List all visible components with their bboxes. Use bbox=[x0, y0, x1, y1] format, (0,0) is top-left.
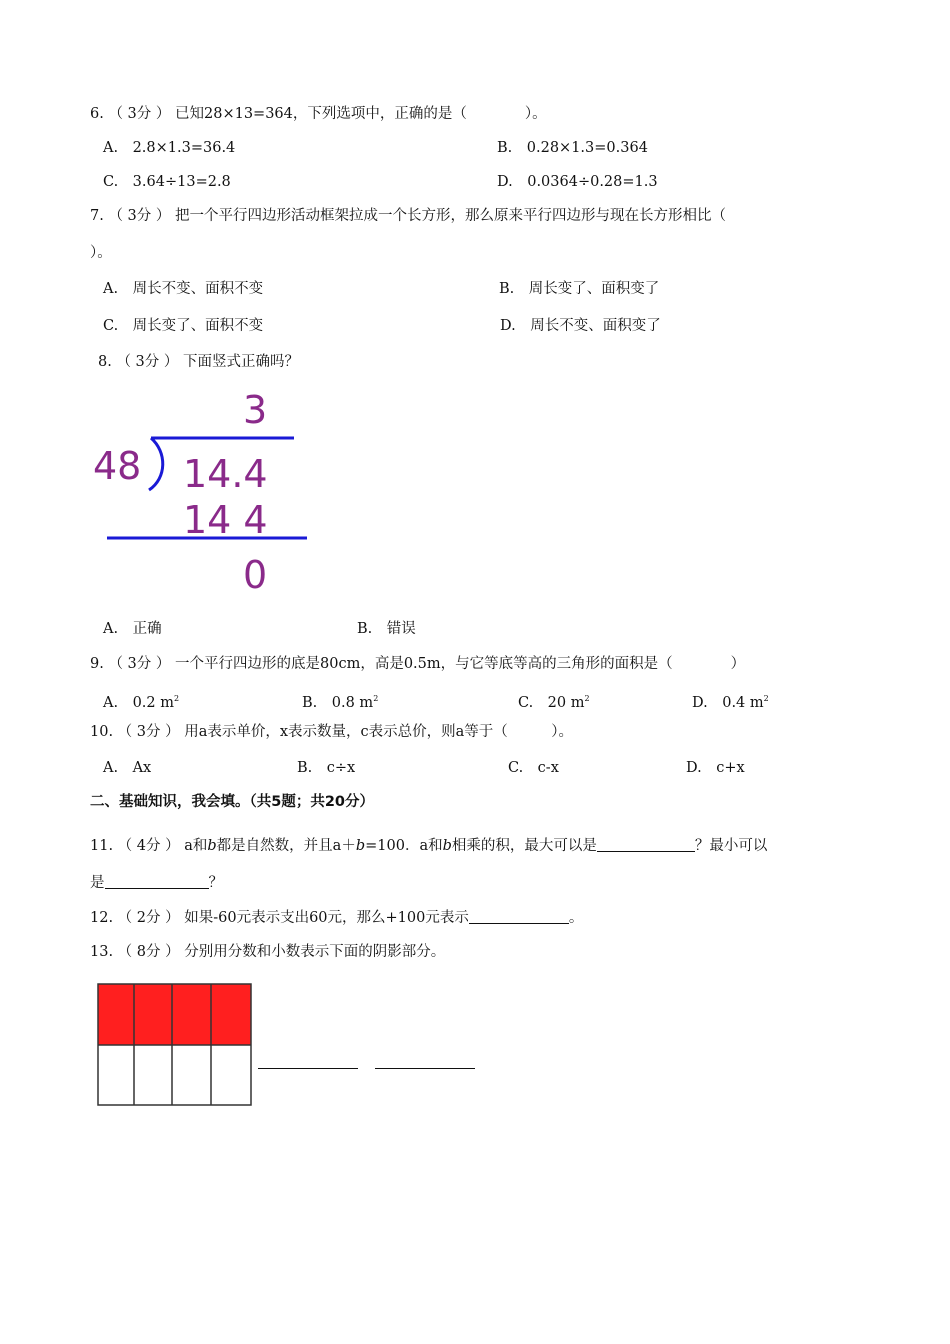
q6-option-a[interactable]: A. 2.8×1.3=36.4 bbox=[103, 140, 236, 156]
q8-option-a[interactable]: A. 正确 bbox=[103, 621, 162, 637]
q11-line2-b: ？ bbox=[208, 875, 223, 891]
q9-option-a-sup: 2 bbox=[174, 694, 180, 703]
q6-option-b[interactable]: B. 0.28×1.3=0.364 bbox=[497, 140, 648, 156]
q9-option-d[interactable] bbox=[692, 689, 769, 713]
q13-stem: 13. （ 8分 ） 分别用分数和小数表示下面的阴影部分。 bbox=[90, 944, 446, 960]
q6-stem: 6. （ 3分 ） 已知28×13=364，下列选项中，正确的是（ ）。 bbox=[90, 106, 547, 122]
q11-var-b1: b bbox=[207, 838, 217, 854]
q7-option-c[interactable]: C. 周长变了、面积不变 bbox=[103, 318, 264, 334]
q9-option-d-sup: 2 bbox=[763, 694, 769, 703]
q11-text-b: 都是自然数，并且a＋ bbox=[216, 838, 356, 854]
q9-option-d-text: D. 0.4 m bbox=[692, 695, 764, 711]
q13-answer-blank-decimal[interactable] bbox=[375, 1068, 475, 1069]
q11-var-b2: b bbox=[355, 838, 366, 854]
q11-stem bbox=[90, 836, 767, 856]
q11-text-a: 11. （ 4分 ） a和 bbox=[90, 838, 208, 854]
q12-end: 。 bbox=[568, 910, 584, 926]
q10-option-c[interactable]: C. c-x bbox=[508, 760, 559, 776]
q11-text-d: 相乘的积，最大可以是 bbox=[451, 838, 597, 854]
q7-option-b[interactable]: B. 周长变了、面积变了 bbox=[499, 281, 660, 297]
q7-stem: 7. （ 3分 ） 把一个平行四边形活动框架拉成一个长方形，那么原来平行四边形与现在长方形相比（ bbox=[90, 208, 726, 224]
division-dividend: 14.4 bbox=[183, 452, 268, 496]
q12-stem bbox=[90, 908, 583, 928]
q9-option-b-sup: 2 bbox=[373, 694, 379, 703]
q9-option-c-sup: 2 bbox=[584, 694, 590, 703]
q11-answer-blank-min[interactable] bbox=[105, 874, 209, 889]
division-quotient: 3 bbox=[243, 390, 268, 432]
q10-stem: 10. （ 3分 ） 用a表示单价，x表示数量，c表示总价，则a等于（ ）。 bbox=[90, 724, 574, 740]
q7-stem-cont: ）。 bbox=[90, 245, 112, 261]
q10-option-d[interactable]: D. c+x bbox=[686, 760, 745, 776]
q11-text-c: =100．a和 bbox=[365, 838, 443, 854]
q12-answer-blank[interactable] bbox=[469, 909, 569, 924]
q8-stem: 8. （ 3分 ） 下面竖式正确吗？ bbox=[98, 354, 299, 370]
q9-option-b[interactable] bbox=[302, 689, 378, 713]
q7-option-a[interactable]: A. 周长不变、面积不变 bbox=[103, 281, 264, 297]
q13-answer-blank-fraction[interactable] bbox=[258, 1068, 358, 1069]
q6-option-d[interactable]: D. 0.0364÷0.28=1.3 bbox=[497, 174, 658, 190]
q9-option-c[interactable] bbox=[518, 689, 590, 713]
section-heading: 二、基础知识，我会填。（共5题；共20分） bbox=[90, 794, 375, 810]
q11-answer-blank-max[interactable] bbox=[597, 837, 695, 852]
q11-var-b3: b bbox=[442, 838, 452, 854]
q9-stem: 9. （ 3分 ） 一个平行四边形的底是80cm，高是0.5m，与它等底等高的三角形的面积是（ ） bbox=[90, 656, 746, 672]
division-product: 14 4 bbox=[183, 498, 268, 542]
q9-option-b-text: B. 0.8 m bbox=[302, 695, 374, 711]
long-division-figure bbox=[85, 390, 325, 600]
division-remainder: 0 bbox=[243, 553, 268, 597]
q10-option-a[interactable]: A. Ax bbox=[103, 760, 152, 776]
q7-option-d[interactable]: D. 周长不变、面积变了 bbox=[500, 318, 661, 334]
q6-option-c[interactable]: C. 3.64÷13=2.8 bbox=[103, 174, 231, 190]
q11-stem-line2 bbox=[90, 873, 223, 893]
q11-line2-a: 是 bbox=[90, 875, 105, 891]
q10-option-b[interactable]: B. c÷x bbox=[297, 760, 356, 776]
q12-text: 12. （ 2分 ） 如果-60元表示支出60元，那么+100元表示 bbox=[90, 910, 469, 926]
q13-fraction-grid bbox=[96, 982, 256, 1110]
division-divisor: 48 bbox=[93, 444, 142, 488]
q8-option-b[interactable]: B. 错误 bbox=[357, 621, 416, 637]
q9-option-a-text: A. 0.2 m bbox=[103, 695, 174, 711]
division-bracket bbox=[149, 438, 163, 490]
q13-shaded-region bbox=[98, 984, 251, 1045]
q11-text-e: ？最小可以 bbox=[694, 838, 768, 854]
q9-option-a[interactable] bbox=[103, 689, 179, 713]
q9-option-c-text: C. 20 m bbox=[518, 695, 585, 711]
